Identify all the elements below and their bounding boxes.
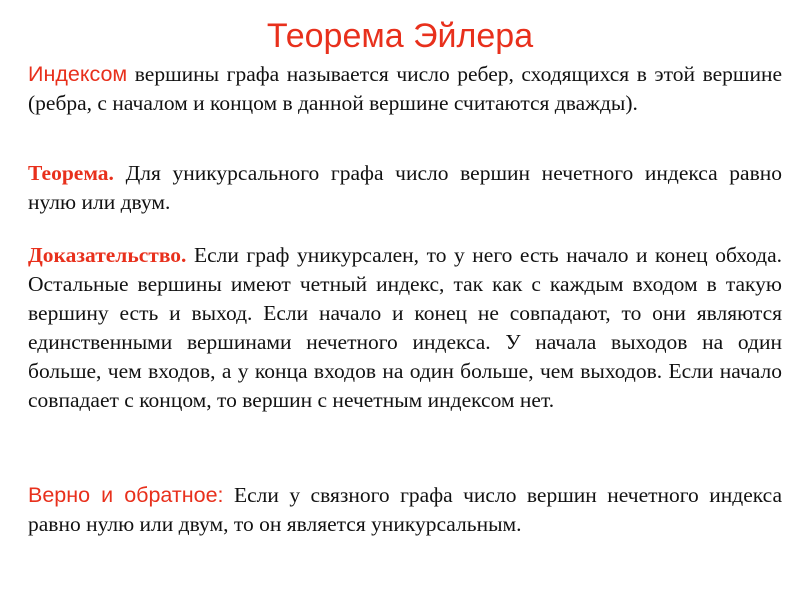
index-definition xyxy=(28,60,782,118)
index-definition-text: вершины графа называется число ребер, сходящихся в этой вершине (ребра, с началом и концом в данной вершине считаются дважды). xyxy=(28,62,782,115)
proof-label: Доказательство. xyxy=(28,243,187,267)
converse-paragraph xyxy=(28,481,782,539)
proof-paragraph xyxy=(28,241,782,415)
index-term: Индексом xyxy=(28,62,128,86)
converse-label: Верно и обратное: xyxy=(28,483,224,507)
slide-title: Теорема Эйлера xyxy=(266,17,534,55)
theorem-label: Теорема. xyxy=(28,161,114,185)
proof-text: Если граф уникурсален, то у него есть начало и конец обхода. Остальные вершины имеют четный индекс, так как с каждым входом в такую вершину есть и выход. Если начало и конец не совпадают, то они являются единственными вершинами нечетного индекса. У начала выходов на один больше, чем входов, а у конца входов на один больше, чем выходов. Если начало совпадает с концом, то вершин с нечетным индексом нет. xyxy=(28,243,782,412)
theorem-paragraph xyxy=(28,159,782,217)
converse-text: Если у связного графа число вершин нечетного индекса равно нулю или двум, то он является уникурсальным. xyxy=(28,483,783,536)
theorem-text: Для уникурсального графа число вершин нечетного индекса равно нулю или двум. xyxy=(28,161,782,214)
